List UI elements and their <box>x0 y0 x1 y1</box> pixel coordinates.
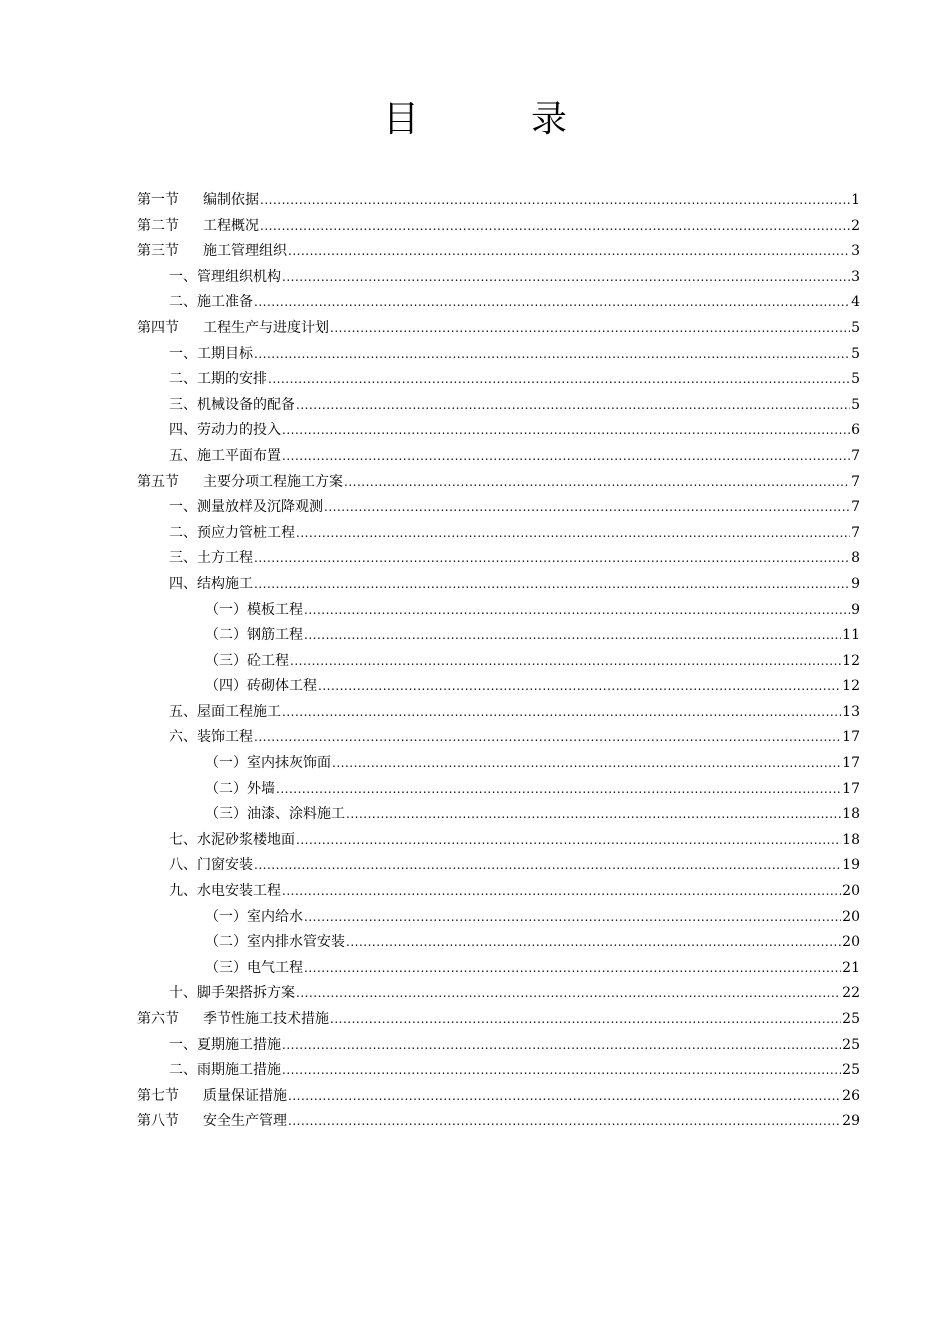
toc-entry-number: 二、 <box>169 524 197 541</box>
toc-dot-leader <box>254 546 850 572</box>
toc-entry[interactable] <box>137 265 860 291</box>
toc-entry-number: 第八节 <box>137 1113 179 1130</box>
toc-entry-number: 第六节 <box>137 1011 179 1027</box>
toc-entry[interactable] <box>137 546 860 572</box>
toc-entry-number: 七、 <box>169 831 197 848</box>
toc-dot-leader <box>344 470 850 496</box>
toc-entry-number: （三） <box>205 652 247 669</box>
toc-entry-title: 砖砌体工程 <box>247 678 317 695</box>
toc-entry-title: 雨期施工措施 <box>197 1062 281 1079</box>
toc-entry-number: 一、 <box>169 345 197 362</box>
toc-dot-leader <box>346 930 841 956</box>
toc-entry-page-number: 18 <box>842 806 860 823</box>
toc-entry-title: 外墙 <box>247 780 275 797</box>
toc-dot-leader <box>288 1084 841 1110</box>
toc-entry-number: 一、 <box>169 1036 197 1053</box>
toc-dot-leader <box>282 418 850 444</box>
toc-dot-leader <box>296 393 850 419</box>
toc-entry-page-number: 12 <box>842 652 860 669</box>
toc-entry-number: 第二节 <box>137 217 179 234</box>
toc-entry-page-number: 2 <box>851 217 860 234</box>
toc-entry-page-number: 29 <box>842 1113 860 1130</box>
toc-entry-page-number: 5 <box>851 371 860 388</box>
toc-entry-page-number: 19 <box>842 857 860 874</box>
toc-entry[interactable] <box>137 444 860 470</box>
toc-entry-page-number: 9 <box>851 575 860 592</box>
toc-entry-title: 测量放样及沉降观测 <box>197 499 323 516</box>
toc-entry-title: 水电安装工程 <box>197 883 281 900</box>
toc-entry-number: （一） <box>205 908 247 925</box>
toc-entry[interactable] <box>137 828 860 854</box>
toc-entry[interactable] <box>137 342 860 368</box>
toc-entry-title: 编制依据 <box>203 192 259 208</box>
toc-entry-page-number: 17 <box>842 729 860 746</box>
toc-entry-title: 夏期施工措施 <box>197 1036 281 1053</box>
toc-entry-page-number: 7 <box>851 499 860 516</box>
toc-entry-title: 劳动力的投入 <box>197 422 281 439</box>
toc-dot-leader <box>282 265 850 291</box>
toc-entry-number: 第三节 <box>137 243 179 260</box>
toc-entry-title: 室内排水管安装 <box>247 934 345 951</box>
toc-entry-page-number: 6 <box>851 422 860 439</box>
toc-entry[interactable] <box>137 521 860 547</box>
toc-entry[interactable] <box>137 700 860 726</box>
toc-entry-page-number: 22 <box>842 985 860 1002</box>
toc-entry-title: 装饰工程 <box>197 729 253 746</box>
toc-dot-leader <box>330 316 850 342</box>
toc-entry-number: （二） <box>205 780 247 797</box>
toc-entry[interactable] <box>137 1033 860 1059</box>
toc-entry-page-number: 13 <box>842 703 860 720</box>
toc-entry[interactable] <box>137 1084 860 1110</box>
toc-entry[interactable] <box>137 674 860 700</box>
toc-entry-title: 屋面工程施工 <box>197 703 281 720</box>
toc-entry-title: 门窗安装 <box>197 857 253 874</box>
toc-entry[interactable] <box>137 316 860 342</box>
toc-entry[interactable] <box>137 853 860 879</box>
toc-entry[interactable] <box>137 239 860 265</box>
toc-entry[interactable] <box>137 981 860 1007</box>
toc-entry-page-number: 20 <box>842 908 860 925</box>
toc-dot-leader <box>304 905 841 931</box>
toc-dot-leader <box>296 521 850 547</box>
toc-dot-leader <box>346 802 841 828</box>
toc-entry-title: 施工管理组织 <box>203 243 287 260</box>
toc-entry-title: 质量保证措施 <box>203 1087 287 1104</box>
toc-entry-number: 九、 <box>169 883 197 900</box>
toc-dot-leader <box>268 367 850 393</box>
toc-entry-title: 施工平面布置 <box>197 447 281 464</box>
toc-entry-page-number: 8 <box>851 550 860 567</box>
toc-entry[interactable] <box>137 956 860 982</box>
toc-entry-title: 室内抹灰饰面 <box>247 755 331 772</box>
toc-entry-title: 脚手架搭拆方案 <box>197 985 295 1002</box>
toc-entry-number: （二） <box>205 627 247 644</box>
toc-entry-title: 砼工程 <box>247 652 289 669</box>
toc-entry[interactable] <box>137 188 860 214</box>
toc-entry[interactable] <box>137 598 860 624</box>
toc-entry-number: 十、 <box>169 985 197 1002</box>
toc-entry-number: 五、 <box>169 703 197 720</box>
toc-entry-page-number: 1 <box>851 192 860 208</box>
toc-dot-leader <box>260 214 850 240</box>
toc-entry-page-number: 9 <box>851 601 860 618</box>
toc-entry[interactable] <box>137 470 860 496</box>
toc-entry-page-number: 4 <box>851 294 860 311</box>
toc-entry-number: 一、 <box>169 268 197 285</box>
toc-dot-leader <box>304 598 850 624</box>
toc-entry-number: 二、 <box>169 1062 197 1079</box>
toc-dot-leader <box>332 751 841 777</box>
toc-entry-number: （一） <box>205 601 247 618</box>
toc-entry-number: 四、 <box>169 422 197 439</box>
toc-dot-leader <box>282 700 841 726</box>
toc-entry-title: 土方工程 <box>197 550 253 567</box>
toc-dot-leader <box>254 853 841 879</box>
toc-dot-leader <box>304 956 841 982</box>
toc-entry-number: （三） <box>205 959 247 976</box>
toc-dot-leader <box>254 572 850 598</box>
toc-entry[interactable] <box>137 418 860 444</box>
toc-dot-leader <box>282 444 850 470</box>
toc-entry-number: （一） <box>205 755 247 772</box>
toc-entry-page-number: 3 <box>851 243 860 260</box>
toc-entry-page-number: 21 <box>842 959 860 976</box>
toc-entry-number: 二、 <box>169 294 197 311</box>
toc-entry-title: 机械设备的配备 <box>197 396 295 413</box>
toc-dot-leader <box>260 188 850 214</box>
toc-entry-title: 安全生产管理 <box>203 1113 287 1130</box>
toc-entry[interactable] <box>137 214 860 240</box>
toc-entry-title: 主要分项工程施工方案 <box>203 473 343 490</box>
toc-dot-leader <box>254 725 841 751</box>
toc-dot-leader <box>282 1033 841 1059</box>
toc-entry[interactable] <box>137 751 860 777</box>
toc-entry-number: 三、 <box>169 396 197 413</box>
toc-entry[interactable] <box>137 623 860 649</box>
toc-entry-title: 水泥砂浆楼地面 <box>197 831 295 848</box>
toc-dot-leader <box>318 674 841 700</box>
toc-dot-leader <box>296 828 841 854</box>
toc-entry-number: 六、 <box>169 729 197 746</box>
toc-entry-page-number: 5 <box>851 319 860 336</box>
toc-entry-number: 第一节 <box>137 192 179 208</box>
toc-dot-leader <box>282 879 841 905</box>
toc-entry-number: 二、 <box>169 371 197 388</box>
toc-dot-leader <box>304 623 841 649</box>
page-title: 目 录 <box>382 99 605 140</box>
toc-entry[interactable] <box>137 290 860 316</box>
toc-entry-page-number: 17 <box>842 755 860 772</box>
toc-entry-number: 一、 <box>169 499 197 516</box>
toc-entry-title: 季节性施工技术措施 <box>203 1011 329 1027</box>
toc-entry-page-number: 20 <box>842 934 860 951</box>
toc-entry-title: 工期目标 <box>197 345 253 362</box>
toc-entry-page-number: 3 <box>851 268 860 285</box>
toc-entry-title: 工程生产与进度计划 <box>203 319 329 336</box>
toc-entry-page-number: 5 <box>851 396 860 413</box>
toc-entry-number: 第四节 <box>137 319 179 336</box>
toc-entry-number: （二） <box>205 934 247 951</box>
toc-entry-title: 模板工程 <box>247 601 303 618</box>
table-of-contents <box>137 188 860 1135</box>
toc-entry-title: 油漆、涂料施工 <box>247 806 345 823</box>
toc-entry[interactable] <box>137 572 860 598</box>
toc-entry-page-number: 7 <box>851 524 860 541</box>
toc-entry-title: 施工准备 <box>197 294 253 311</box>
toc-entry-title: 工期的安排 <box>197 371 267 388</box>
toc-dot-leader <box>254 342 850 368</box>
toc-entry[interactable] <box>137 495 860 521</box>
toc-entry[interactable] <box>137 1058 860 1084</box>
toc-entry-page-number: 12 <box>842 678 860 695</box>
toc-dot-leader <box>288 239 850 265</box>
toc-entry-number: （四） <box>205 678 247 695</box>
toc-entry-number: 四、 <box>169 575 197 592</box>
toc-entry-title: 钢筋工程 <box>247 627 303 644</box>
toc-entry-title: 工程概况 <box>203 217 259 234</box>
toc-entry-number: 第五节 <box>137 473 179 490</box>
toc-entry-number: （三） <box>205 806 247 823</box>
toc-entry-page-number: 25 <box>842 1011 860 1027</box>
toc-entry-title: 电气工程 <box>247 959 303 976</box>
toc-entry-page-number: 18 <box>842 831 860 848</box>
toc-entry-title: 管理组织机构 <box>197 268 281 285</box>
toc-entry-page-number: 7 <box>851 447 860 464</box>
toc-entry[interactable] <box>137 802 860 828</box>
toc-entry-page-number: 25 <box>842 1062 860 1079</box>
toc-entry-page-number: 11 <box>842 627 860 644</box>
toc-dot-leader <box>276 777 841 803</box>
toc-dot-leader <box>324 495 850 521</box>
toc-entry-number: 八、 <box>169 857 197 874</box>
toc-entry[interactable] <box>137 367 860 393</box>
toc-entry[interactable] <box>137 879 860 905</box>
toc-entry[interactable] <box>137 930 860 956</box>
toc-entry-number: 三、 <box>169 550 197 567</box>
toc-dot-leader <box>296 981 841 1007</box>
toc-entry-page-number: 5 <box>851 345 860 362</box>
toc-entry[interactable] <box>137 1007 860 1033</box>
toc-entry-title: 室内给水 <box>247 908 303 925</box>
toc-dot-leader <box>288 1109 841 1135</box>
toc-entry-page-number: 17 <box>842 780 860 797</box>
toc-entry-number: 第七节 <box>137 1087 179 1104</box>
toc-dot-leader <box>254 290 850 316</box>
toc-entry[interactable] <box>137 725 860 751</box>
toc-entry[interactable] <box>137 649 860 675</box>
toc-entry[interactable] <box>137 1109 860 1135</box>
toc-entry[interactable] <box>137 777 860 803</box>
toc-entry-page-number: 20 <box>842 883 860 900</box>
toc-entry-page-number: 25 <box>842 1036 860 1053</box>
toc-dot-leader <box>330 1007 841 1033</box>
toc-entry[interactable] <box>137 393 860 419</box>
toc-entry-number: 五、 <box>169 447 197 464</box>
toc-dot-leader <box>290 649 841 675</box>
toc-entry-page-number: 7 <box>851 473 860 490</box>
toc-entry[interactable] <box>137 905 860 931</box>
toc-entry-title: 预应力管桩工程 <box>197 524 295 541</box>
toc-dot-leader <box>282 1058 841 1084</box>
toc-entry-title: 结构施工 <box>197 575 253 592</box>
toc-entry-page-number: 26 <box>842 1087 860 1104</box>
